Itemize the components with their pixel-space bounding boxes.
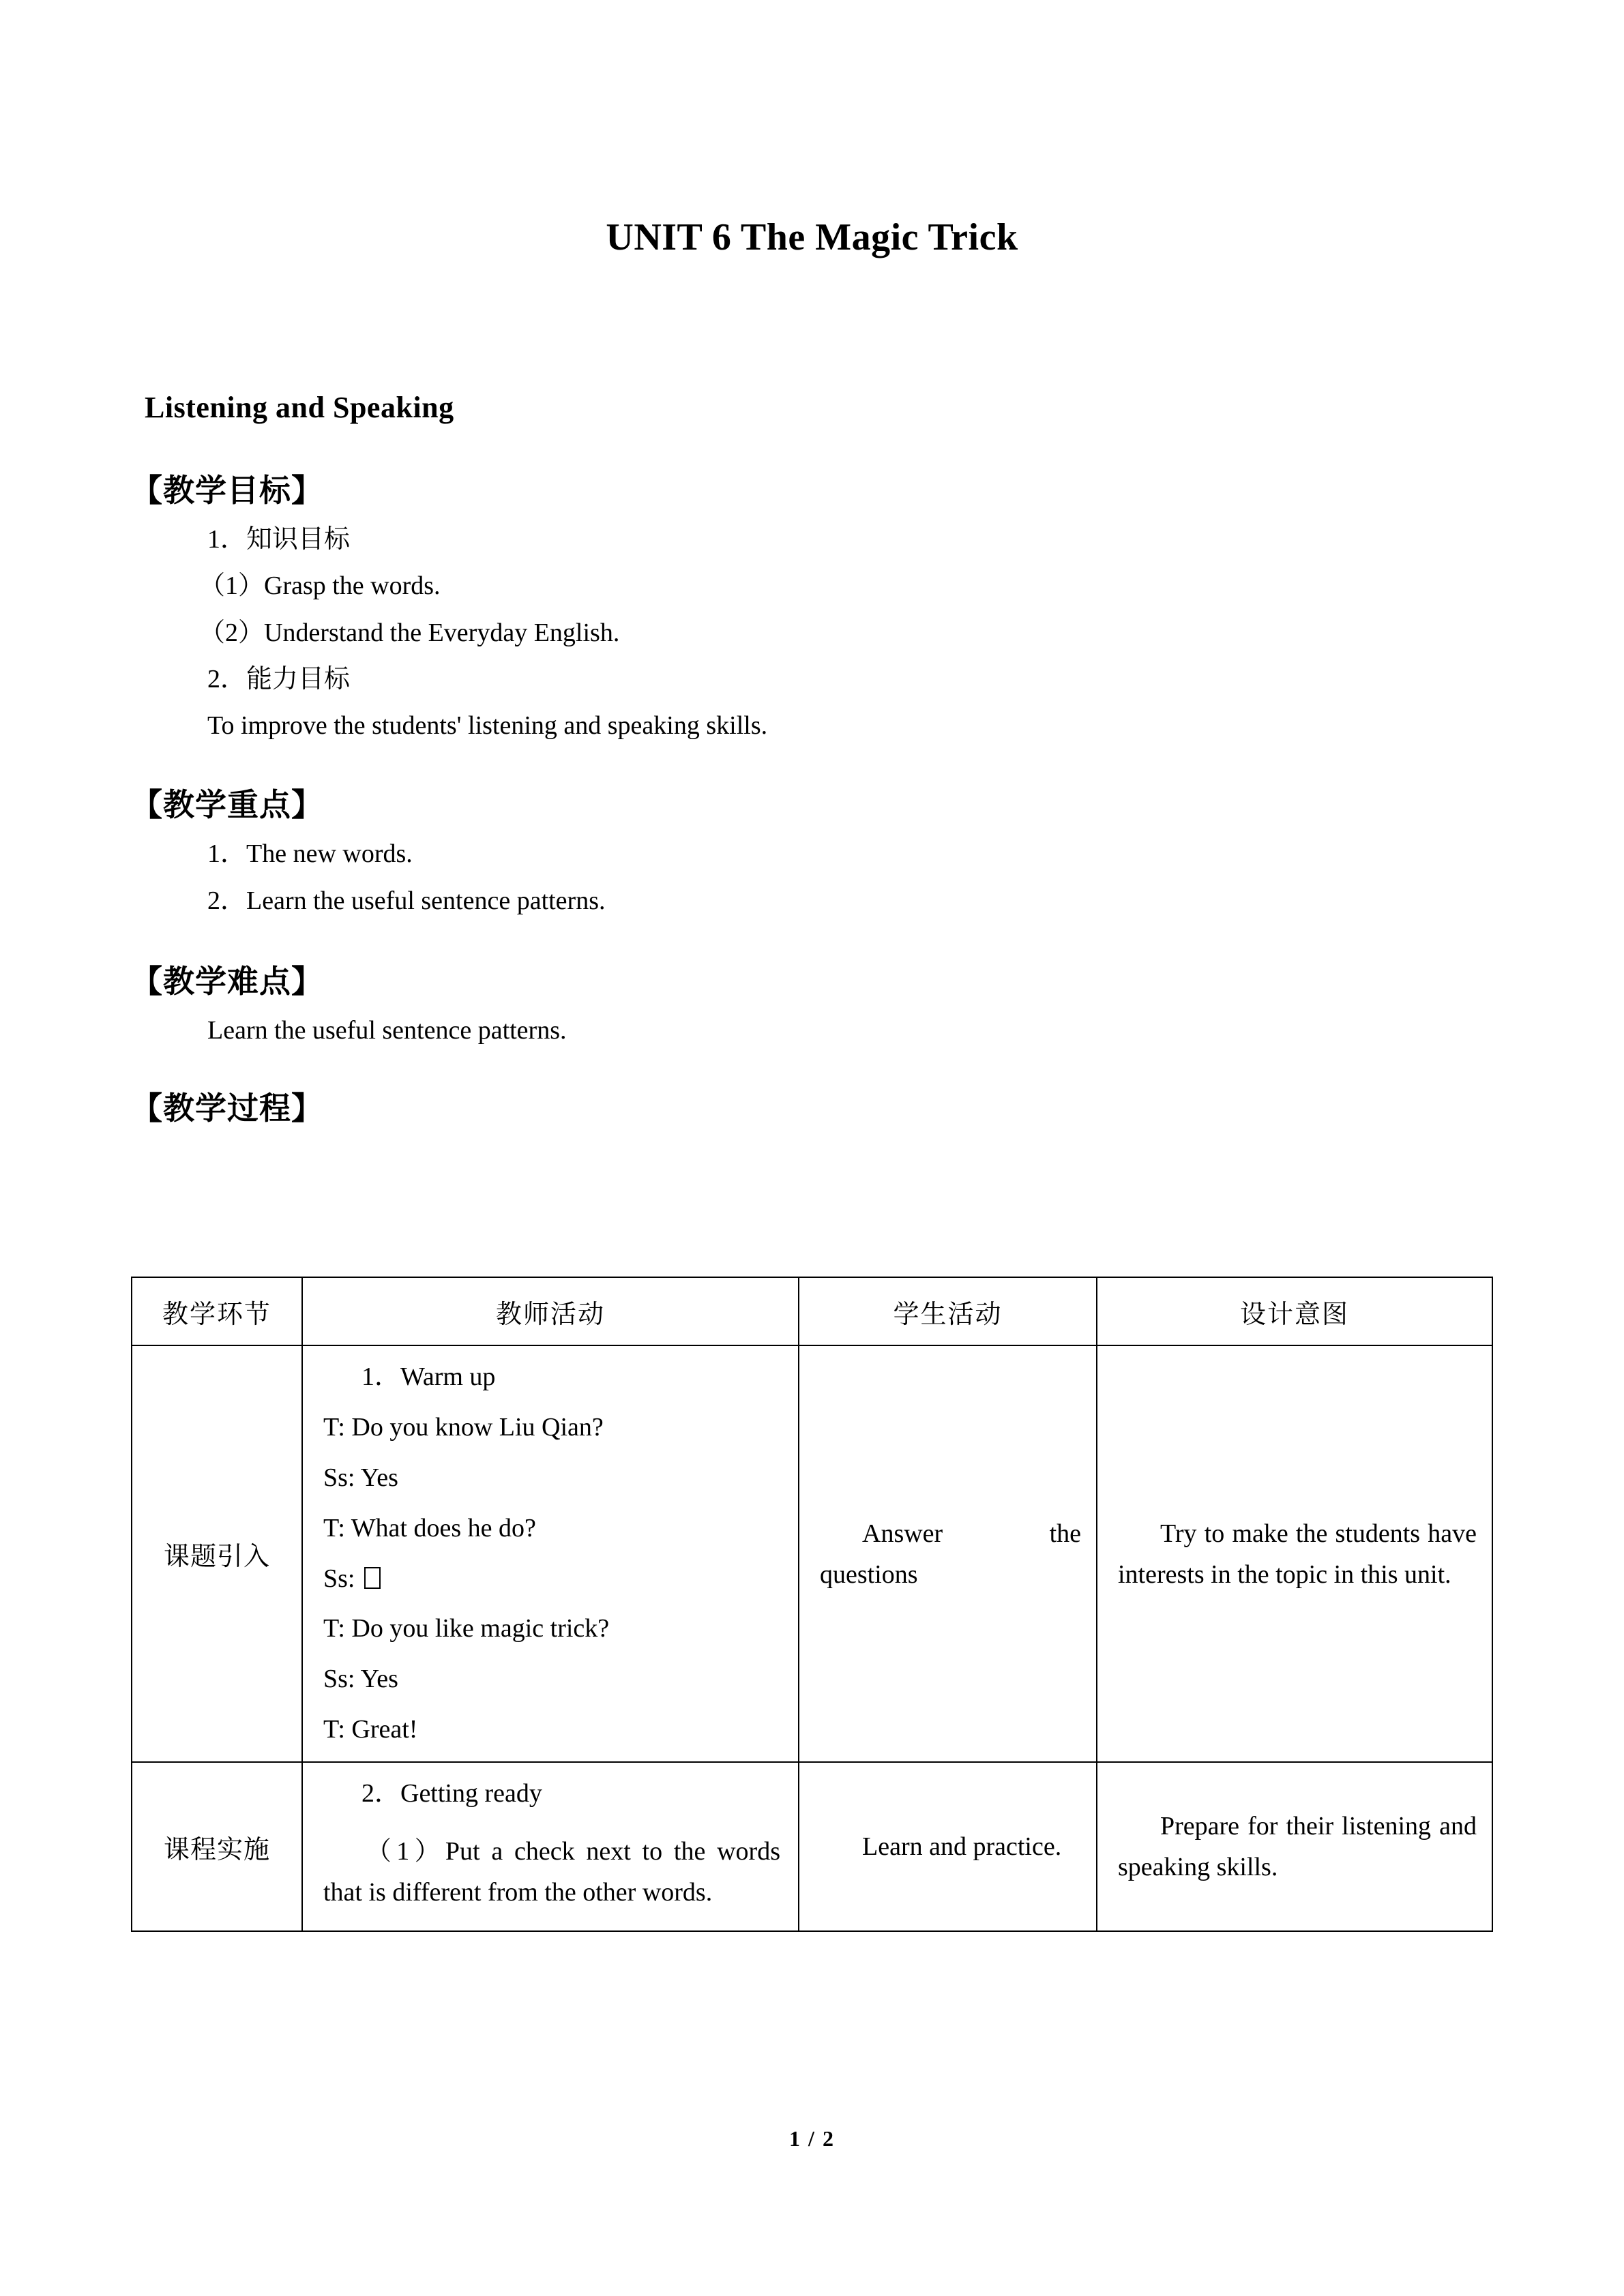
lesson-subtitle: Listening and Speaking — [145, 391, 454, 424]
section-heading-difficult-points: 【教学难点】 — [131, 964, 323, 999]
table-row — [132, 1762, 1492, 1931]
column-header-design-intent: 设计意图 — [1097, 1277, 1492, 1345]
section-heading-process: 【教学过程】 — [131, 1091, 323, 1127]
row1-teacher-line-3: Ss: Yes — [323, 1463, 398, 1492]
section-heading-key-points: 【教学重点】 — [131, 788, 323, 823]
section-heading-objectives: 【教学目标】 — [131, 473, 323, 508]
column-header-student-activity: 学生活动 — [799, 1277, 1097, 1345]
table-header-row — [132, 1277, 1492, 1345]
row1-design-intent-text: Try to make the students have interests in the topic in this unit. — [1118, 1519, 1477, 1589]
row2-design-intent — [1097, 1762, 1492, 1931]
table-row — [132, 1345, 1492, 1762]
row2-stage: 课程实施 — [132, 1762, 302, 1931]
column-header-teacher-activity: 教师活动 — [302, 1277, 799, 1345]
row1-teacher-line-5-text: Ss: — [323, 1564, 361, 1593]
page-number-footer: 1 / 2 — [789, 2126, 835, 2151]
row2-teacher-activity — [302, 1762, 799, 1931]
column-header-stage: 教学环节 — [132, 1277, 302, 1345]
row1-student-activity — [799, 1345, 1097, 1762]
row2-student-activity-text: Learn and practice. — [862, 1832, 1062, 1862]
page-title: UNIT 6 The Magic Trick — [606, 216, 1018, 258]
row2-teacher-line-2: （1）Put a check next to the words that is different from the other words. — [323, 1837, 780, 1907]
row2-design-intent-text: Prepare for their listening and speaking skills. — [1118, 1812, 1477, 1882]
row1-design-intent — [1097, 1345, 1492, 1762]
row1-teacher-line-5 — [323, 1566, 780, 1593]
row1-teacher-line-8: T: Great! — [323, 1715, 418, 1744]
objectives-item2-body: To improve the students' listening and speaking skills. — [207, 711, 768, 741]
row2-teacher-line-1: 2．Getting ready — [361, 1779, 542, 1808]
lesson-process-table — [131, 1277, 1493, 1932]
key-points-item1: 1．The new words. — [207, 839, 413, 869]
row1-teacher-activity — [302, 1345, 799, 1762]
objectives-item2-label: 2．能力目标 — [207, 664, 351, 694]
row1-teacher-line-4: T: What does he do? — [323, 1513, 536, 1542]
document-body — [131, 390, 1493, 1144]
row1-teacher-line-2: T: Do you know Liu Qian? — [323, 1412, 604, 1442]
row2-student-activity — [799, 1762, 1097, 1931]
row1-teacher-line-7: Ss: Yes — [323, 1665, 398, 1694]
missing-glyph-box-icon — [364, 1567, 381, 1589]
objectives-item1-sub2: （2）Understand the Everyday English. — [199, 618, 620, 647]
objectives-item1-label: 1．知识目标 — [207, 525, 351, 554]
row1-student-activity-text: Answer the questions — [820, 1519, 1081, 1589]
difficult-points-body: Learn the useful sentence patterns. — [207, 1015, 567, 1045]
key-points-item2: 2．Learn the useful sentence patterns. — [207, 886, 606, 915]
row1-teacher-line-1: 1．Warm up — [361, 1362, 496, 1391]
row1-stage: 课题引入 — [132, 1345, 302, 1762]
row1-teacher-line-6: T: Do you like magic trick? — [323, 1614, 610, 1643]
objectives-item1-sub1: （1）Grasp the words. — [199, 571, 441, 601]
